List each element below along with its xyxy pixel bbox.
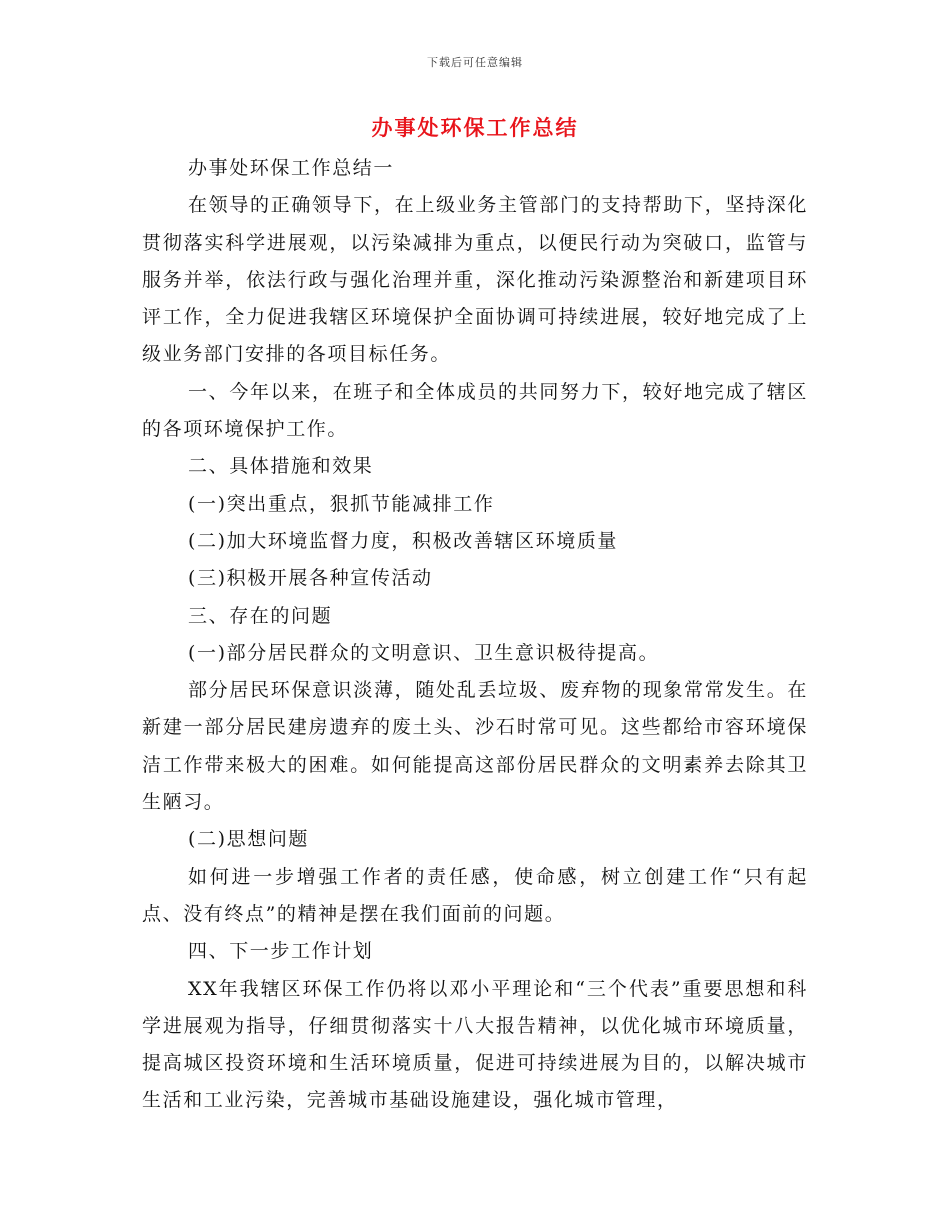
paragraph-problem-1-detail: 部分居民环保意识淡薄，随处乱丢垃圾、废弃物的现象常常发生。在新建一部分居民建房遗弃的废土头、沙石时常可见。这些都给市容环境保洁工作带来极大的困难。如何能提高这部份居民群众的文明素养去除其卫生陋习。 [142, 679, 808, 814]
paragraph-intro: 在领导的正确领导下，在上级业务主管部门的支持帮助下，坚持深化贯彻落实科学进展观，以污染减排为重点，以便民行动为突破口，监管与服务并举，依法行政与强化治理并重，深化推动污染源整治和新建项目环评工作，全力促进我辖区环境保护全面协调可持续进展，较好地完成了上级业务部门安排的各项目标任务。 [142, 194, 808, 366]
document-title: 办事处环保工作总结 [371, 115, 579, 140]
list-item-measure-3: (三)积极开展各种宣传活动 [188, 567, 433, 590]
list-item-problem-2: (二)思想问题 [188, 828, 310, 851]
list-item-measure-2: (二)加大环境监督力度，积极改善辖区环境质量 [188, 529, 619, 552]
list-item-measure-1: (一)突出重点，狠抓节能减排工作 [188, 492, 495, 515]
heading-section-two: 二、具体措施和效果 [188, 455, 374, 478]
header-note: 下载后可任意编辑 [427, 56, 523, 69]
paragraph-problem-2-detail: 如何进一步增强工作者的责任感，使命感，树立创建工作“只有起点、没有终点”的精神是摆在我们面前的问题。 [142, 865, 808, 925]
paragraph-subtitle: 办事处环保工作总结一 [188, 157, 395, 179]
list-item-problem-1: (一)部分居民群众的文明意识、卫生意识极待提高。 [188, 641, 660, 664]
paragraph-section-one: 一、今年以来，在班子和全体成员的共同努力下，较好地完成了辖区的各项环境保护工作。 [142, 380, 808, 441]
heading-section-four: 四、下一步工作计划 [188, 940, 374, 963]
paragraph-plan: XX年我辖区环保工作仍将以邓小平理论和“三个代表”重要思想和科学进展观为指导，仔细贯彻落实十八大报告精神，以优化城市环境质量，提高城区投资环境和生活环境质量，促进可持续进展为目的，以解决城市生活和工业污染，完善城市基础设施建设，强化城市管理， [142, 977, 808, 1112]
document-body [142, 150, 808, 1120]
heading-section-three: 三、存在的问题 [188, 604, 333, 627]
